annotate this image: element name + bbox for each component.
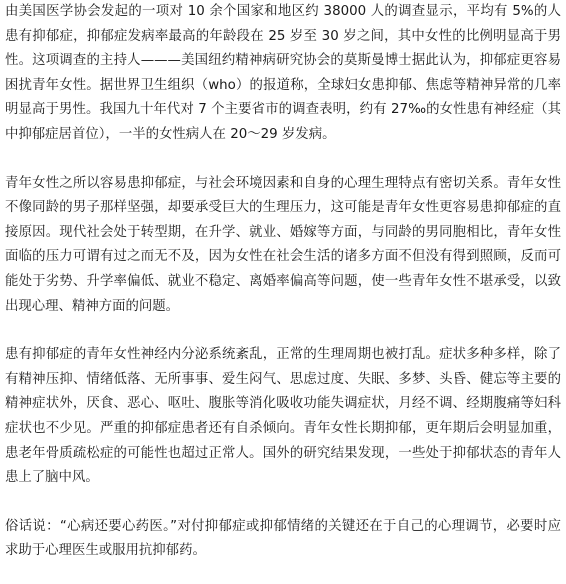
paragraph-spacer [5, 148, 561, 172]
paragraph-symptoms: 患有抑郁症的青年女性神经内分泌系统紊乱，正常的生理周期也被打乱。症状多种多样，除了有精神压抑、情绪低落、无所事事、爱生闷气、思虑过度、失眠、多梦、头昏、健忘等主要的精神症状外，厌食、恶心、呕吐、腹胀等消化吸收功能失调症状，月经不调、经期腹痛等妇科症状也不少见。严重的抑郁症患者还有自杀倾向。青年女性长期抑郁，更年期后会明显加重，患老年骨质疏松症的可能性也超过正常人。国外的研究结果发现，一些处于抑郁状态的青年人患上了脑中风。 [5, 347, 561, 486]
paragraph-spacer [5, 491, 561, 515]
paragraph-causes: 青年女性之所以容易患抑郁症，与社会环境因素和自身的心理生理特点有密切关系。青年女性不像同龄的男子那样坚强，却要承受巨大的生理压力，这可能是青年女性更容易患抑郁症的直接原因。现代社会处于转型期，在升学、就业、婚嫁等方面，与同龄的男同胞相比，青年女性面临的压力可谓有过之而无不及，因为女性在社会生活的诸多方面不但没有得到照顾，反而可能处于劣势、升学率偏低、就业不稳定、离婚率偏高等问题，使一些青年女性不堪承受，以致出现心理、精神方面的问题。 [5, 175, 561, 314]
paragraph-prevalence: 由美国医学协会发起的一项对 10 余个国家和地区约 38000 人的调查显示，平均有 5%的人患有抑郁症，抑郁症发病率最高的年龄段在 25 岁至 30 岁之间，其中女性的比例明显高于男性。这项调查的主持人———美国纽约精神病研究协会的莫斯曼博士据此认为，抑郁症更容易困扰青年女性。据世界卫生组织（who）的报道称，全球妇女患抑郁、焦虑等精神异常的几率明显高于男性。我国九十年代对 7 个主要省市的调查表明，约有 27‰的女性患有神经症（其中抑郁症居首位），一半的女性病人在 20～29 岁发病。 [5, 4, 561, 142]
paragraph-spacer [5, 319, 561, 343]
paragraph-advice: 俗话说：“心病还要心药医。”对付抑郁症或抑郁情绪的关键还在于自己的心理调节，必要时应求助于心理医生或服用抗抑郁药。 [5, 518, 561, 559]
